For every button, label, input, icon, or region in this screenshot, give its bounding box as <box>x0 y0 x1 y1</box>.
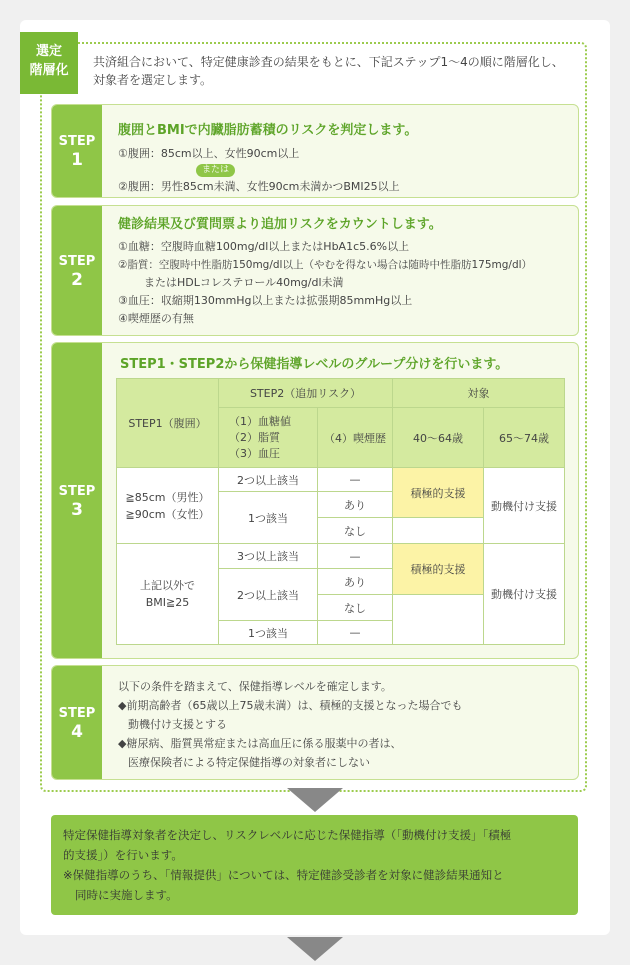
step-4 <box>51 665 579 780</box>
step-4-line: 以下の条件を踏まえて、保健指導レベルを確定します。 <box>118 680 392 693</box>
down-arrow-icon <box>287 788 343 812</box>
result-box: 特定保健指導対象者を決定し、リスクレベルに応じた保健指導（「動機付け支援」「積極 的支援」）を行います。 ※保健指導のうち、「情報提供」については、特定健診受診者を対象に健診結果通知と 同時に実施します。 <box>51 815 578 915</box>
step-4-line: 医療保険者による特定保健指導の対象者にしない <box>128 756 370 769</box>
step-1 <box>51 104 579 198</box>
step-1-line: ①腹囲：85cm以上、女性90cm以上 <box>118 147 300 160</box>
or-badge: または <box>196 164 235 177</box>
step-2 <box>51 205 579 336</box>
step-4-line: 動機付け支援とする <box>128 718 227 731</box>
step-1-title: 腹囲とBMIで内臓脂肪蓄積のリスクを判定します。 <box>118 123 418 138</box>
step-4-line: ◆前期高齢者（65歳以上75歳未満）は、積極的支援となった場合でも <box>118 699 463 712</box>
intro-text: 共済組合において、特定健康診査の結果をもとに、下記ステップ1〜4の順に階層化し、対象者を選定します。 <box>93 55 564 87</box>
step-4-line: ◆糖尿病、脂質異常症または高血圧に係る服薬中の者は、 <box>118 737 402 750</box>
step-2-label: STEP 2 <box>52 206 102 335</box>
selection-tag: 選定 階層化 <box>20 32 78 94</box>
step-2-line: またはHDLコレステロール40mg/dl未満 <box>144 276 344 289</box>
grouping-table: STEP1（腹囲） STEP2（追加リスク） 対象 （1）血糖値 （2）脂質 （3）血圧 （4）喫煙歴 40〜64歳 65〜74歳 ≧85cm（男性） ≧90cm（女性） 2つ以上該当 — 積極的支援 動機付け支援 1つ該当 あり なし 上記以外で BMI≧25 3つ以上該当 — 積極的支援 動機付け支援 2つ以上該当 あり なし 1つ該当 — <box>116 378 565 645</box>
step-1-line: ②腹囲：男性85cm未満、女性90cm未満かつBMI25以上 <box>118 180 400 193</box>
step-4-label: STEP 4 <box>52 666 102 779</box>
step-3 <box>51 342 579 659</box>
step-2-line: ①血糖：空腹時血糖100mg/dl以上またはHbA1c5.6%以上 <box>118 240 410 253</box>
step-2-title: 健診結果及び質問票より追加リスクをカウントします。 <box>118 217 442 232</box>
step-1-label: STEP 1 <box>52 105 102 197</box>
step-3-title: STEP1・STEP2から保健指導レベルのグループ分けを行います。 <box>120 357 509 372</box>
step-2-line: ④喫煙歴の有無 <box>118 312 194 325</box>
step-2-line: ②脂質：空腹時中性脂肪150mg/dl以上（やむを得ない場合は随時中性脂肪175mg/dl） <box>118 259 533 271</box>
step-2-line: ③血圧：収縮期130mmHg以上または拡張期85mmHg以上 <box>118 294 413 307</box>
down-arrow-icon <box>287 937 343 961</box>
step-3-label: STEP 3 <box>52 343 102 658</box>
